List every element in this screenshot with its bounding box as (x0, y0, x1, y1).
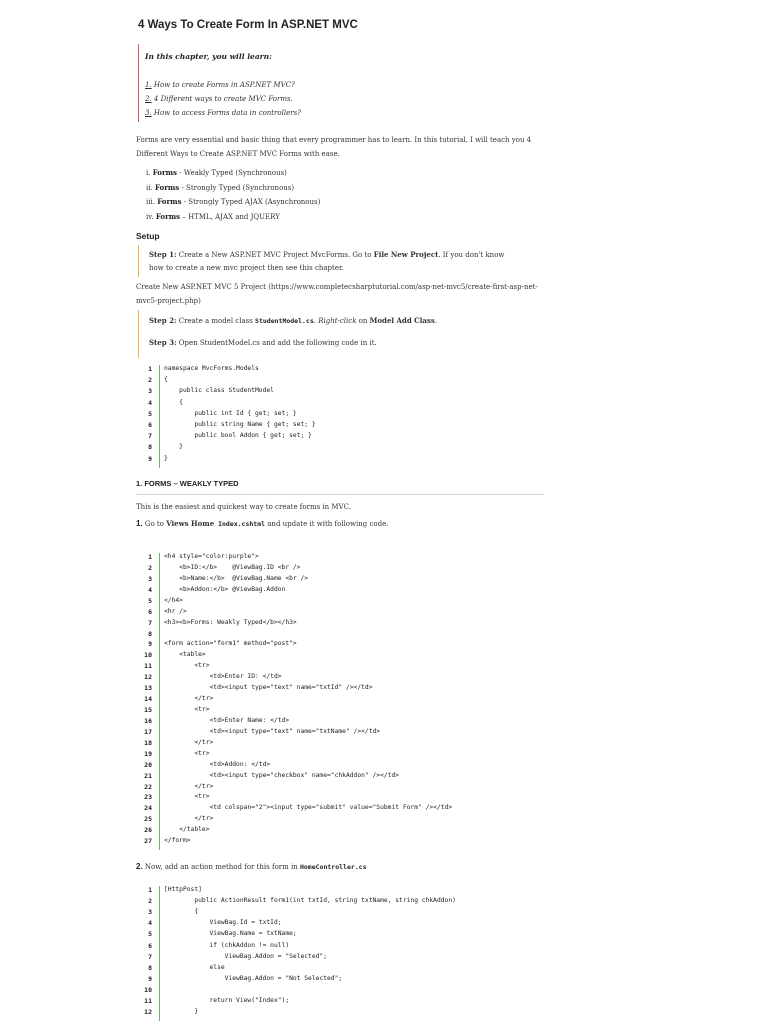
line-number: 16 (144, 716, 152, 725)
code-line: <td><input type="text" name="txtName" /></td> (164, 727, 381, 735)
code-line: <b>ID:</b> @ViewBag.ID <br /> (164, 563, 301, 571)
code-line: public string Name { get; set; } (164, 421, 316, 428)
code-line: public int Id { get; set; } (164, 409, 297, 417)
code-line: <h3><b>Forms: Weakly Typed</b></h3> (164, 618, 297, 626)
code-line: <td>Addon: </td> (164, 760, 271, 768)
code-line: ViewBag.Id = txtId; (164, 919, 282, 927)
list-item: ii. Forms - Strongly Typed (Synchronous) (146, 183, 295, 192)
line-number: 6 (148, 607, 152, 616)
line-number: 20 (144, 760, 152, 769)
line-number: 11 (144, 662, 152, 671)
line-number: 8 (148, 963, 152, 972)
code-block-controller (140, 886, 540, 1022)
line-number: 24 (144, 804, 152, 813)
line-number: 3 (148, 574, 152, 583)
line-number: 19 (144, 749, 152, 758)
code-line: { (164, 376, 168, 384)
code-line: ViewBag.Addon = "Selected"; (164, 952, 328, 960)
learning-item: 3. How to access Forms data in controllers? (145, 109, 301, 117)
code-line: public ActionResult form1(int txtId, string txtName, string chkAddon) (164, 897, 456, 905)
section-description: This is the easiest and quickest way to create forms in MVC. (136, 503, 351, 511)
setup-heading: Setup (136, 231, 160, 241)
intro-paragraph: Forms are very essential and basic thing that every programmer has to learn. In this tutorial, I will teach you 4 Different Ways to Create ASP.NET MVC Forms with ease. (136, 136, 532, 158)
link-paragraph[interactable]: Create New ASP.NET MVC 5 Project (https://www.completecsharptutorial.com/asp-net-mvc5/create-first-asp-net- mvc5-project.php) (136, 283, 538, 305)
line-number: 1 (148, 886, 152, 894)
line-number: 14 (144, 695, 152, 704)
line-number: 22 (144, 782, 152, 791)
line-number: 3 (148, 908, 152, 917)
step-1-text-2: how to create a new mvc project then see this chapter. (149, 264, 344, 272)
code-line: namespace MvcForms.Models (164, 365, 259, 372)
code-line: <td colspan="2"><input type="submit" value="Submit Form" /></td> (164, 804, 453, 812)
learning-heading: In this chapter, you will learn: (145, 52, 272, 61)
line-number: 12 (144, 673, 152, 682)
learning-item: 1. How to create Forms in ASP.NET MVC? (145, 81, 295, 89)
code-line: <b>Name:</b> @ViewBag.Name <br /> (164, 574, 309, 582)
line-number: 5 (148, 409, 152, 418)
line-number: 5 (148, 930, 152, 939)
code-line: </table> (164, 826, 210, 834)
line-number: 6 (148, 941, 152, 950)
code-line: } (164, 1008, 199, 1016)
page-title: 4 Ways To Create Form In ASP.NET MVC (138, 19, 358, 31)
code-line: } (164, 443, 183, 451)
code-line: </h4> (164, 596, 183, 604)
line-number: 10 (144, 651, 152, 660)
line-number: 2 (148, 376, 152, 385)
line-number: 1 (148, 365, 152, 373)
line-number: 1 (148, 553, 152, 561)
learning-item: 2. 4 Different ways to create MVC Forms. (145, 95, 293, 103)
line-number: 7 (148, 618, 152, 627)
code-block-index-view (140, 553, 540, 849)
section-heading: 1. FORMS – WEAKLY TYPED (136, 479, 239, 488)
code-line: public class StudentModel (164, 387, 274, 395)
code-block-student-model (140, 365, 540, 465)
code-line: { (164, 908, 199, 916)
code-line: <td>Enter ID: </td> (164, 673, 282, 681)
line-number: 10 (144, 985, 152, 994)
line-number: 8 (148, 629, 152, 638)
code-line: { (164, 398, 183, 406)
code-line: <tr> (164, 662, 210, 670)
code-line: public bool Addon { get; set; } (164, 432, 312, 440)
step-2-3-box (138, 310, 538, 358)
list-item: iv. Forms – HTML, AJAX and JQUERY (146, 212, 280, 221)
learning-objectives-box (138, 44, 548, 122)
code-line: </form> (164, 837, 191, 845)
line-number: 6 (148, 421, 152, 429)
divider (136, 494, 544, 495)
step-2-text: Step 2: Create a model class StudentModel.cs. Right-click on Model Add Class. (149, 316, 438, 325)
line-number: 4 (148, 919, 152, 928)
code-line: <tr> (164, 749, 210, 757)
code-line: <table> (164, 651, 206, 659)
line-number: 15 (144, 706, 152, 715)
code-line: <tr> (164, 793, 210, 801)
code-line: if (chkAddon != null) (164, 941, 290, 949)
line-number: 11 (144, 997, 152, 1005)
code-line: <td><input type="checkbox" name="chkAddon" /></td> (164, 771, 400, 779)
line-number: 7 (148, 432, 152, 441)
line-number: 25 (144, 815, 152, 824)
code-line: ViewBag.Addon = "Not Selected"; (164, 974, 343, 982)
line-number: 9 (148, 974, 152, 983)
code-line: <hr /> (164, 607, 187, 615)
line-number: 9 (148, 640, 152, 649)
line-number: 7 (148, 952, 152, 961)
step-3-text: Step 3: Open StudentModel.cs and add the following code in it. (149, 338, 377, 347)
step-1-text: Step 1: Create a New ASP.NET MVC Project MvcForms. Go to File New Project. If you don't know (149, 250, 505, 259)
code-line: </tr> (164, 695, 214, 703)
code-line: [HttpPost] (164, 886, 202, 893)
step-1-instruction: 1. Go to Views Home Index.cshtml and update it with following code. (136, 519, 389, 528)
line-number: 23 (144, 793, 152, 802)
line-number: 4 (148, 398, 152, 407)
line-number: 21 (144, 771, 152, 780)
code-line: ViewBag.Name = txtName; (164, 930, 297, 938)
article (122, 0, 558, 1024)
line-number: 2 (148, 563, 152, 572)
code-line: return View("Index"); (164, 997, 290, 1004)
line-number: 4 (148, 585, 152, 594)
step-1-box (138, 245, 538, 277)
line-number: 8 (148, 443, 152, 452)
line-number: 12 (144, 1008, 152, 1017)
code-gutter-bar (159, 553, 160, 850)
code-line: <tr> (164, 706, 210, 714)
list-item: i. Forms - Weakly Typed (Synchronous) (146, 168, 287, 177)
code-gutter-bar (159, 365, 160, 468)
list-item: iii. Forms - Strongly Typed AJAX (Asynchronous) (146, 197, 321, 206)
code-gutter-bar (159, 886, 160, 1021)
code-line: <td>Enter Name: </td> (164, 716, 290, 724)
code-line: <b>Addon:</b> @ViewBag.Addon (164, 585, 286, 593)
line-number: 2 (148, 897, 152, 906)
line-number: 9 (148, 454, 152, 463)
step-2-instruction: 2. Now, add an action method for this form in HomeController.cs (136, 862, 367, 871)
line-number: 27 (144, 837, 152, 846)
code-line: <form action="form1" method="post"> (164, 640, 297, 648)
code-line: else (164, 963, 225, 971)
code-line: </tr> (164, 782, 214, 790)
line-number: 26 (144, 826, 152, 835)
code-line: </tr> (164, 738, 214, 746)
line-number: 5 (148, 596, 152, 605)
code-line: <h4 style="color:purple"> (164, 553, 259, 560)
line-number: 17 (144, 727, 152, 736)
code-line: </tr> (164, 815, 214, 823)
code-line: <td><input type="text" name="txtId" /></td> (164, 684, 373, 692)
line-number: 13 (144, 684, 152, 693)
code-line: } (164, 454, 168, 462)
line-number: 3 (148, 387, 152, 396)
line-number: 18 (144, 738, 152, 747)
